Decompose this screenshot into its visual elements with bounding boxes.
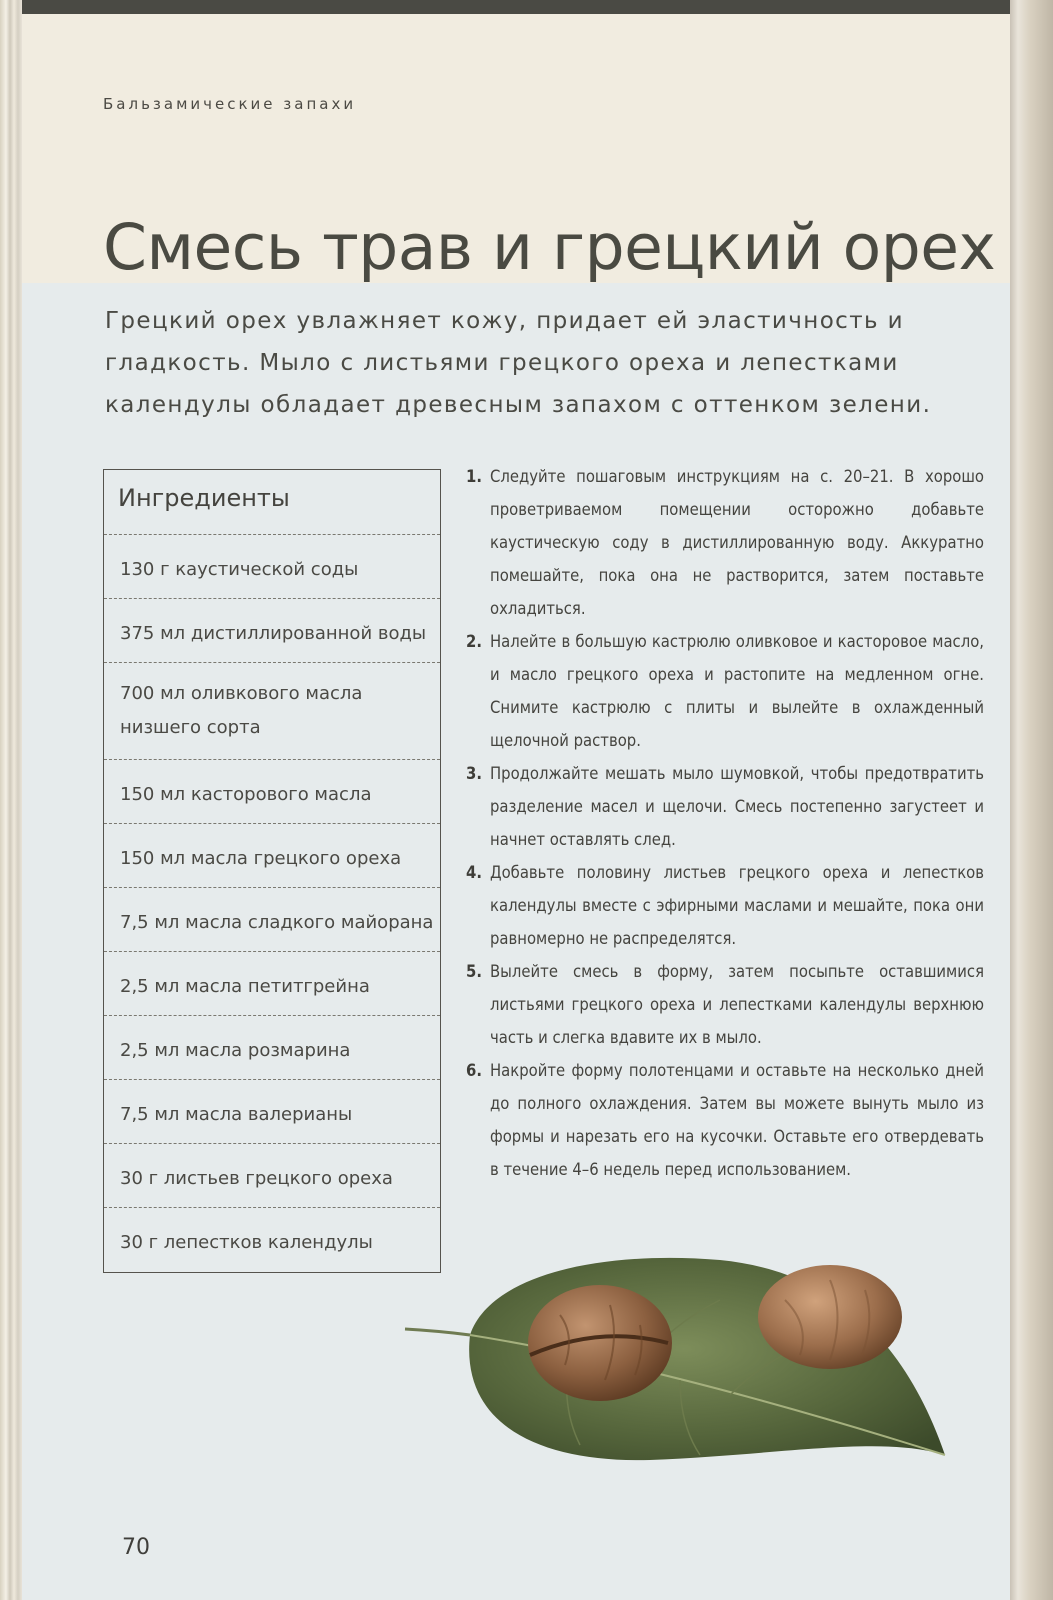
step-number: 5. xyxy=(466,962,482,981)
instruction-step xyxy=(466,625,984,757)
ingredient-item: 7,5 мл масла валерианы xyxy=(104,1080,440,1144)
ingredient-item: 2,5 мл масла петитгрейна xyxy=(104,952,440,1016)
instructions-list xyxy=(466,460,984,1186)
ingredient-item: 130 г каустической соды xyxy=(104,535,440,599)
page-top-edge xyxy=(0,0,1053,14)
ingredients-heading: Ингредиенты xyxy=(104,470,440,535)
step-text: Продолжайте мешать мыло шумовкой, чтобы предотвратить разделение масел и щелочи. Смесь постепенно загустеет и начнет оставлять след. xyxy=(490,764,984,849)
page-number: 70 xyxy=(122,1535,150,1560)
intro-paragraph: Грецкий орех увлажняет кожу, придает ей эластичность и гладкость. Мыло с листьями грецкого ореха и лепестками календулы обладает древесным запахом с оттенком зелени. xyxy=(105,308,932,418)
book-spine xyxy=(0,0,22,1600)
instruction-step xyxy=(466,1054,984,1186)
section-label: Бальзамические запахи xyxy=(103,95,357,113)
step-text: Добавьте половину листьев грецкого ореха и лепестков календулы вместе с эфирными маслами и мешайте, пока они равномерно не распределятся. xyxy=(490,863,984,948)
instruction-step xyxy=(466,955,984,1054)
ingredient-item: 150 мл касторового масла xyxy=(104,760,440,824)
step-text: Налейте в большую кастрюлю оливковое и касторовое масло, и масло грецкого ореха и растопите на медленном огне. Снимите кастрюлю с плиты и вылейте в охлажденный щелочной раствор. xyxy=(490,632,984,750)
walnut-icon xyxy=(758,1265,902,1369)
walnut-leaf-photo xyxy=(400,1255,1000,1495)
recipe-title: Смесь трав и грецкий орех xyxy=(103,211,996,284)
instruction-step xyxy=(466,460,984,625)
ingredient-item: 150 мл масла грецкого ореха xyxy=(104,824,440,888)
step-number: 6. xyxy=(466,1061,482,1080)
step-number: 4. xyxy=(466,863,482,882)
ingredient-item: 375 мл дистиллированной воды xyxy=(104,599,440,663)
ingredient-item: 7,5 мл масла сладкого майорана xyxy=(104,888,440,952)
step-number: 3. xyxy=(466,764,482,783)
instruction-step xyxy=(466,757,984,856)
step-text: Следуйте пошаговым инструкциям на с. 20–21. В хорошо проветриваемом помещении осторожно добавьте каустическую соду в дистиллированную воду. Аккуратно помешайте, пока она не растворится, затем поставьте охладиться. xyxy=(490,467,984,618)
ingredient-item: 30 г листьев грецкого ореха xyxy=(104,1144,440,1208)
ingredient-item: 30 г лепестков календулы xyxy=(120,1232,373,1253)
step-text: Накройте форму полотенцами и оставьте на несколько дней до полного охлаждения. Затем вы можете вынуть мыло из формы и нарезать его на кусочки. Оставьте его отвердевать в течение 4–6 недель перед использованием. xyxy=(490,1061,984,1179)
next-page-edge xyxy=(1010,0,1053,1600)
ingredients-box xyxy=(103,469,441,1273)
ingredient-item: 2,5 мл масла розмарина xyxy=(104,1016,440,1080)
step-number: 1. xyxy=(466,467,482,486)
instruction-step xyxy=(466,856,984,955)
step-number: 2. xyxy=(466,632,482,651)
step-text: Вылейте смесь в форму, затем посыпьте оставшимися листьями грецкого ореха и лепестками календулы верхнюю часть и слегка вдавите их в мыло. xyxy=(490,962,984,1047)
walnut-icon xyxy=(528,1285,672,1401)
ingredient-item: 700 мл оливкового масла низшего сорта xyxy=(104,663,440,760)
